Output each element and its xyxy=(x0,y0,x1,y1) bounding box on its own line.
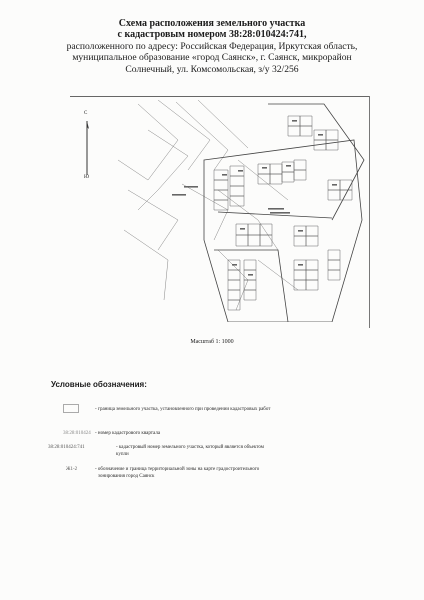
legend-item-symbol: 38:28:010424:741 xyxy=(48,445,85,450)
north-label: С xyxy=(84,111,88,116)
legend-item-symbol: 38:28:010424 xyxy=(63,431,91,436)
legend-item-symbol: Ж1-2 xyxy=(66,467,78,472)
legend-item-text: - номер кадастрового квартала xyxy=(95,431,161,436)
legend-item-text: - обозначение и граница территориальной зоны на карте градостроительного xyxy=(95,467,260,472)
legend-item-text-cont: зонирования город Саянск xyxy=(98,474,155,479)
legend-boundary-symbol xyxy=(63,404,79,413)
legend-title: Условные обозначения: xyxy=(51,380,147,389)
legend-item-text: - кадастровый номер земельного участка, который является объектом xyxy=(116,445,264,450)
title-line-2: с кадастровым номером 38:28:010424:741, xyxy=(117,29,307,41)
legend-item-text: - граница земельного участка, установленного при проведении кадастровых работ xyxy=(95,407,271,412)
title-line-5: Солнечный, ул. Комсомольская, з/у 32/256 xyxy=(125,63,299,75)
south-label: Ю xyxy=(84,175,90,180)
north-arrow xyxy=(83,111,93,183)
title-line-1: Схема расположения земельного участка xyxy=(118,18,306,29)
cadastral-map xyxy=(118,100,366,322)
title-line-3: расположенного по адресу: Российская Федерация, Иркутская область, xyxy=(66,40,358,52)
map-frame-edge xyxy=(369,96,370,328)
legend-item-text-cont: купли xyxy=(116,452,129,457)
north-arrow-icon xyxy=(83,121,93,177)
title-line-4: муниципальное образование «город Саянск», г. Саянск, микрорайон xyxy=(72,52,352,64)
document-title xyxy=(40,18,384,75)
map-scale: Масштаб 1: 1000 xyxy=(190,339,234,345)
